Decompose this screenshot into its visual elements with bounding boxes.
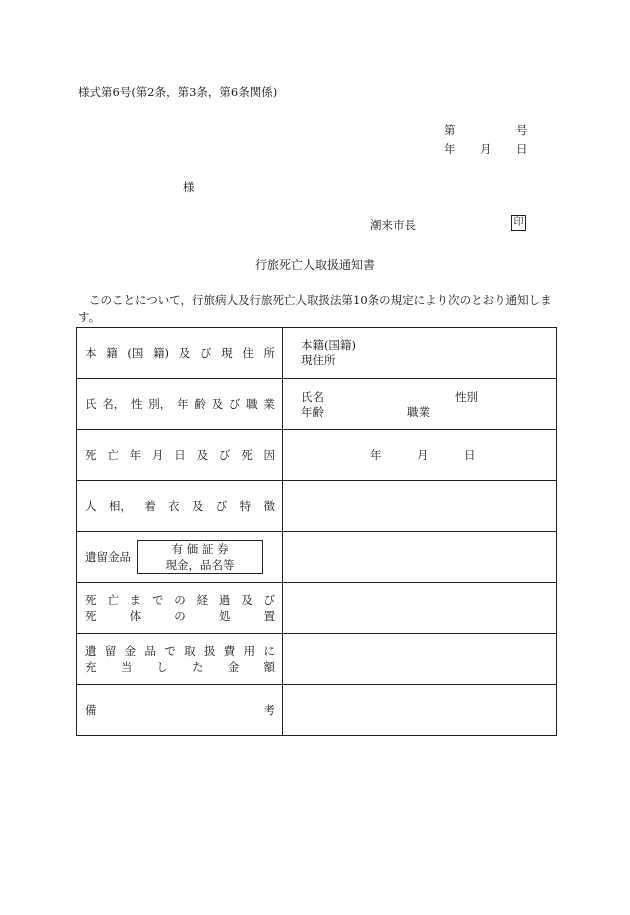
death-day: 日 xyxy=(464,448,476,462)
label-line-2 xyxy=(85,659,275,675)
label-cell xyxy=(77,685,283,736)
label-char: 及 xyxy=(191,499,204,513)
label-char: 過 xyxy=(218,593,231,607)
label-char: 遺 xyxy=(85,644,97,658)
label-cell xyxy=(77,328,283,379)
label-char: 月 xyxy=(151,448,164,462)
label-char: の xyxy=(174,609,186,623)
label-char: 年 xyxy=(177,397,189,411)
body-text: このことについて，行旅病人及行旅死亡人取扱法第10条の規定により次のとおり通知します。 xyxy=(78,293,552,324)
label-char: 別， xyxy=(148,397,172,411)
seal-mark: 印 xyxy=(511,215,526,231)
label-char: で xyxy=(164,644,176,658)
label-char: 着 xyxy=(144,499,156,513)
occupation-label: 職業 xyxy=(407,405,430,419)
death-month: 月 xyxy=(417,448,429,462)
label-char: 日 xyxy=(174,448,186,462)
label-char: び xyxy=(263,593,275,607)
two-line-label xyxy=(77,643,282,675)
label-char: 金 xyxy=(124,644,137,658)
form-number: 様式第6号(第2条，第3条，第6条関係) xyxy=(78,85,278,99)
value-cell xyxy=(283,634,557,685)
label-char: 所 xyxy=(263,346,275,360)
name-label: 氏名 xyxy=(301,390,324,404)
label-cell xyxy=(77,634,283,685)
label-char: 扱 xyxy=(203,644,216,658)
sex-label: 性別 xyxy=(455,390,478,404)
address-label: 現住所 xyxy=(301,353,336,367)
table-row xyxy=(77,532,557,583)
sender-name: 潮来市長 xyxy=(370,218,416,232)
label-line-2 xyxy=(85,608,275,624)
label-char: 品 xyxy=(144,644,156,658)
label-char: 年 xyxy=(129,448,142,462)
label-char: 籍) xyxy=(153,346,170,360)
addressee-suffix: 様 xyxy=(183,180,195,194)
label-line-1 xyxy=(85,592,275,608)
label-char: ま xyxy=(129,593,142,607)
death-year: 年 xyxy=(370,448,382,462)
spread-label xyxy=(77,447,282,463)
domicile-label: 本籍(国籍) xyxy=(301,338,356,352)
value-cell xyxy=(283,379,557,430)
label-char: 籍 xyxy=(106,346,118,360)
label-char: に xyxy=(263,644,275,658)
table-row xyxy=(77,430,557,481)
label-char: 留 xyxy=(104,644,117,658)
person-values xyxy=(283,379,556,429)
label-char: 死 xyxy=(85,448,97,462)
label-char: 性 xyxy=(131,397,143,411)
table-row xyxy=(77,481,557,532)
label-char: び xyxy=(218,448,231,462)
label-char: 及 xyxy=(241,593,253,607)
date-year: 年 xyxy=(444,142,456,156)
value-cell xyxy=(283,532,557,583)
label-char: 齢 xyxy=(194,397,206,411)
remarks-right: 考 xyxy=(263,703,275,717)
label-char: 経 xyxy=(196,593,209,607)
remarks-left: 備 xyxy=(85,703,97,717)
label-char: 亡 xyxy=(107,593,119,607)
label-char: 充 xyxy=(85,660,97,674)
label-cell xyxy=(77,379,283,430)
label-char: 業 xyxy=(263,397,275,411)
label-char: 現 xyxy=(221,346,233,360)
label-char: 置 xyxy=(263,609,275,623)
label-char: 相， xyxy=(108,499,132,513)
value-cell xyxy=(283,328,557,379)
notification-table xyxy=(76,327,557,736)
label-char: 徴 xyxy=(263,499,275,513)
spread-label xyxy=(77,345,282,361)
label-char: 衣 xyxy=(168,499,180,513)
label-char: で xyxy=(151,593,164,607)
table-row xyxy=(77,685,557,736)
label-char: 人 xyxy=(85,499,97,513)
label-char: 職 xyxy=(246,397,258,411)
label-char: 用 xyxy=(243,644,256,658)
two-line-label xyxy=(77,592,282,624)
date-month: 月 xyxy=(480,142,492,156)
label-char: 住 xyxy=(242,346,254,360)
date-day: 日 xyxy=(516,142,528,156)
label-char: 名， xyxy=(102,397,126,411)
label-char: し xyxy=(156,660,168,674)
death-date-values xyxy=(283,430,556,480)
value-cell xyxy=(283,583,557,634)
label-char: 死 xyxy=(241,448,253,462)
spread-label xyxy=(77,396,282,412)
doc-no-suffix: 号 xyxy=(516,123,528,137)
age-label: 年齢 xyxy=(301,405,324,419)
label-char: び xyxy=(215,499,228,513)
label-char: 額 xyxy=(263,660,275,674)
value-cell xyxy=(283,685,557,736)
securities-label: 有 価 証 券 xyxy=(171,542,229,556)
cash-items-label: 現金，品名等 xyxy=(165,558,235,572)
label-char: 体 xyxy=(129,609,142,623)
label-char: 当 xyxy=(120,660,133,674)
label-char: た xyxy=(192,660,204,674)
label-char: 特 xyxy=(239,499,252,513)
label-cell xyxy=(77,430,283,481)
label-line-1 xyxy=(85,643,275,659)
label-char: の xyxy=(174,593,186,607)
label-char: (国 xyxy=(127,346,144,360)
label-char: 因 xyxy=(263,448,275,462)
doc-no-prefix: 第 xyxy=(444,123,456,137)
document-title: 行旅死亡人取扱通知書 xyxy=(254,258,375,272)
label-char: 死 xyxy=(85,593,97,607)
belongings-bracket xyxy=(137,540,263,574)
label-char: 及 xyxy=(196,448,209,462)
belongings-title: 遺留金品 xyxy=(85,550,131,564)
label-char: 取 xyxy=(184,644,196,658)
label-cell xyxy=(77,532,283,583)
label-char: 及 xyxy=(211,397,224,411)
label-char: 金 xyxy=(227,660,240,674)
label-char: 及 xyxy=(178,346,191,360)
spread-label xyxy=(77,498,282,514)
value-cell xyxy=(283,430,557,481)
label-char: 処 xyxy=(218,609,231,623)
belongings-label xyxy=(77,540,282,574)
label-char: 死 xyxy=(85,609,97,623)
label-char: び xyxy=(228,397,241,411)
label-cell xyxy=(77,481,283,532)
table-row xyxy=(77,328,557,379)
label-cell xyxy=(77,583,283,634)
label-char: 費 xyxy=(223,644,236,658)
label-char: 亡 xyxy=(107,448,119,462)
label-char: 本 xyxy=(85,346,97,360)
table-row xyxy=(77,583,557,634)
table-row xyxy=(77,634,557,685)
label-char: び xyxy=(199,346,212,360)
value-cell xyxy=(283,481,557,532)
address-values xyxy=(283,338,556,368)
label-char: 氏 xyxy=(85,397,97,411)
remarks-label xyxy=(77,702,282,718)
table-row xyxy=(77,379,557,430)
